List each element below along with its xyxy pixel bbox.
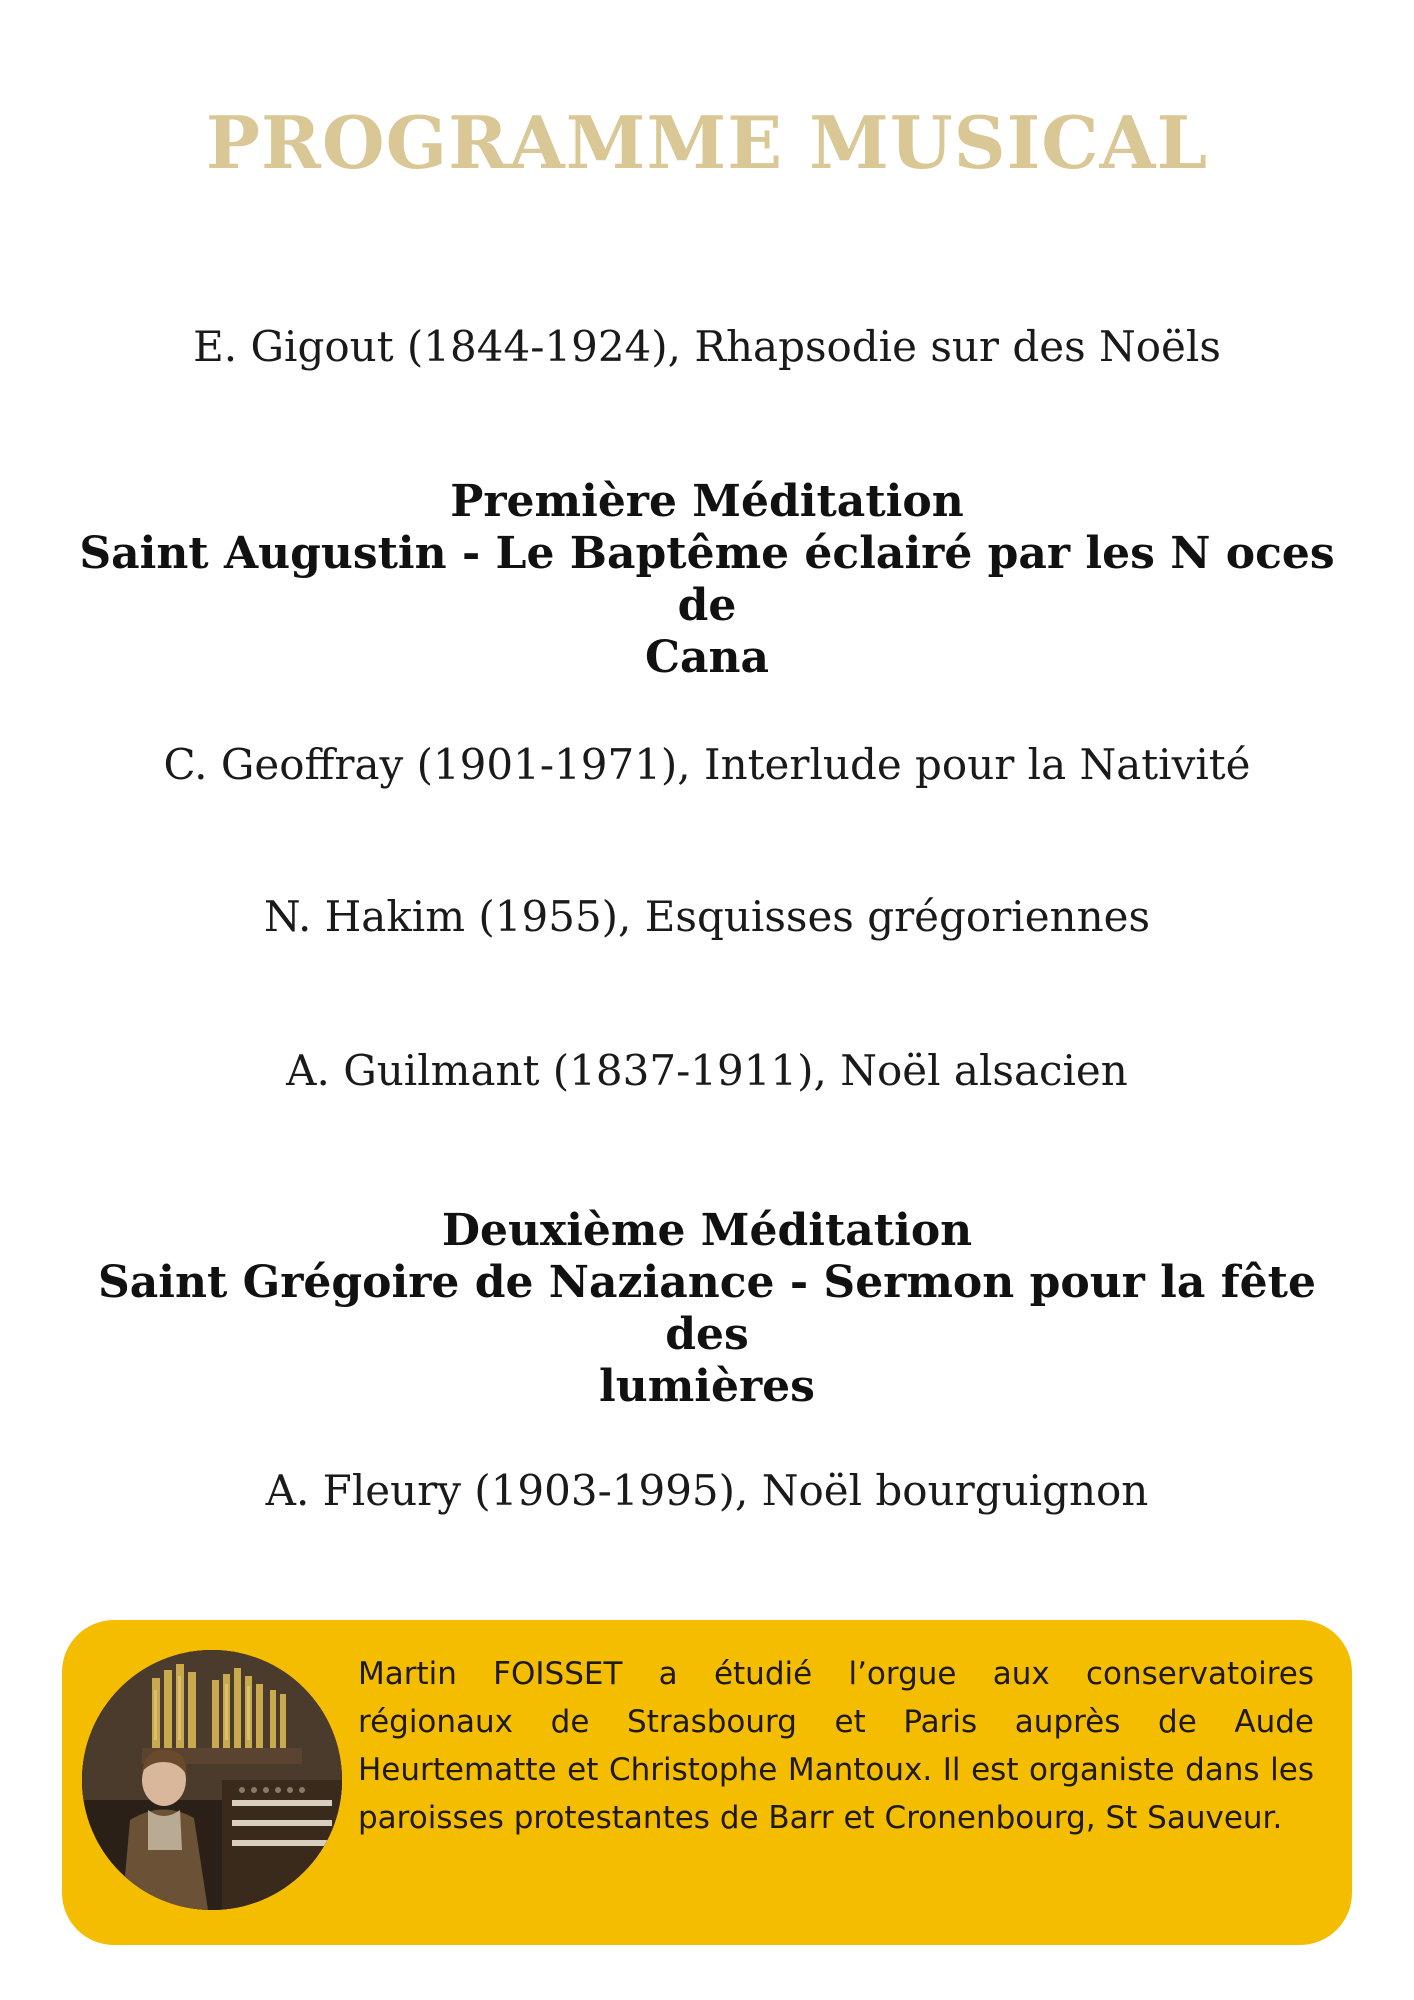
program-piece-guilmant: A. Guilmant (1837-1911), Noël alsacien xyxy=(286,1046,1128,1095)
meditation-text-line: Saint Grégoire de Naziance - Sermon pour la fête des xyxy=(98,1257,1316,1360)
organist-photo-illustration xyxy=(82,1650,342,1910)
program-piece-gigout: E. Gigout (1844-1924), Rhapsodie sur des Noëls xyxy=(193,322,1221,371)
program-piece-hakim: N. Hakim (1955), Esquisses grégoriennes xyxy=(263,892,1151,941)
meditation-heading: Deuxième Méditation xyxy=(441,1205,973,1256)
organist-photo xyxy=(82,1650,342,1910)
program-piece-fleury: A. Fleury (1903-1995), Noël bourguignon xyxy=(265,1466,1149,1515)
bio-card xyxy=(62,1620,1352,1945)
meditation-second xyxy=(60,1205,1354,1413)
organist-bio: Martin FOISSET a étudié l’orgue aux conservatoires régionaux de Strasbourg et Paris auprès de Aude Heurtematte et Christophe Mantoux. Il est organiste dans les paroisses protestantes de Barr et Cronenbourg, St Sauveur. xyxy=(358,1656,1314,1836)
meditation-heading: Première Méditation xyxy=(450,476,964,527)
meditation-text-line: Cana xyxy=(644,632,770,683)
program-piece-geoffray: C. Geoffray (1901-1971), Interlude pour la Nativité xyxy=(163,740,1251,789)
meditation-text-line: lumières xyxy=(599,1361,815,1412)
meditation-first xyxy=(60,476,1354,684)
meditation-text-line: Saint Augustin - Le Baptême éclairé par les N oces de xyxy=(79,528,1335,631)
page-title: PROGRAMME MUSICAL xyxy=(205,100,1209,185)
